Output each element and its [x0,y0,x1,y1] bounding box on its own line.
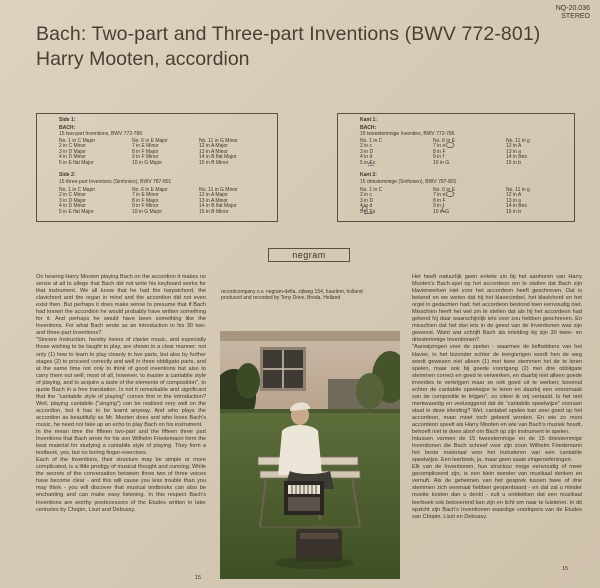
track-column: No. 11 in g 12 in A 13 in a 14 in Bes 15 in b [506,187,530,215]
negram-label: negram [268,248,350,262]
work-title: 15 two-part Inventions, BWV 772-786 [59,131,143,137]
kant-2-heading: Kant 2: [360,172,377,178]
page-number: 15 [195,575,202,581]
track-column: No. 6 in E Major 7 in E Minor 8 in F Major 9 in F Minor 10 in G Major [132,138,168,166]
track-column: No. 6 in E Major 7 in E Minor 8 in F Major 9 in F Minor 10 in G Major [132,187,168,215]
work-title: 15 tweestemmige Inventies, BWV 772-786 [360,131,455,137]
catalog-number: NQ-20.036 [555,5,590,12]
album-subtitle: Harry Mooten, accordion [36,48,250,70]
album-title: Bach: Two-part and Three-part Inventions (BWV 772-801) [36,23,541,45]
liner-notes-english [36,274,206,584]
page-number: 15 [562,566,569,572]
track-column: No. 1 in C Major 2 in C Minor 3 in D Major 4 in D Minor 5 in E flat Major [59,138,96,166]
work-title: 15 three-part Inventions (Sinfonien), BWV 787-801 [59,179,172,185]
performer-photo [220,331,400,579]
notes-text: Het heeft natuurlijk geen enkele zin bij het aanhoren van Harry Mooten's Bach-spel op het accordeon om te stellen dat Bach zijn klavierwerken niet voor het accordeon heeft geschreven. Dat is bekend en we weten dat hij het klavecimbel, het klavichord en het orgel in gedachten had; het accordeon bestond toen eenvoudig niet. Misschien heeft het wel zin te stellen dat als hij het accordeon had gekend hij daar waarschijnlijk iets voor zou hebben geschreven. En misschien dat het dan iets in de geest van de Inventionen was zijn geweest. Want wat schrijft Bach als inleiding bij zijn 30 twee- en driestemmige Inventionen? "Aanwijzingen voor de spelen - waarmee de liefhebbers van het klavier, in het bizonder echter de leergierigen wordt hen de weg wordt gewezen niet alleen (1) met twee stemmen hel de te leren spelen, maar ook bij goede voortgang (2) met drie obbligate stemmen correct en goed te verwerken, en daarbij niet alleen goede inventies te verkrijgen maar ze ook goed uit te werken; bovenal echter de cantabile speelwijze te leren en daarbij een voorsmaak van de compositie te krijgen", zo citeer ik vrij vertaald. Is het niet merkwaardig en veelzeggend dat de "cantabile speelwijze" vooraan staat in deze inleiding? Wel, cantabel spelen kan zeer goed op het accordeon, maar moet toch geleerd worden. En wie zo mooi accordeon speelt als Harry Mooten en wie van Bach's muziek houdt, behoeft niet te doen alsof om Bach op zijn instrument te spelen. Intussen vormen de 15 tweestemmige en de 15 driestemmige Inventionen die Bach schreef voor zijn zoon Wilhelm Friedemann het beste materiaal voor het instuderen van een cantabile speelwijze. Een leerboek, ja, maar geen saaie vingeroefeningen. Elk van de Inventionen, hun structuur moge eenvoudig of meer gecompliceerd zijn, is een klein wonder van muzikaal denken en vernuft. Als de geheimen van het gesprek tussen twee of drie stemmen zich eenmaal hebben geopenbaard - en dat zal u minder moeite kosten dan u denkt - zult u ontdekken dat een muzikaal leerboek ook betoverend kan zijn en licht om naar te luisteren. In dit opzicht zijn Bach's Inventionen waardige voorlopers van de Etudes van Chopin, Liszt en Debussy. [412,274,582,520]
side-1-heading: Side 1: [59,117,76,123]
track-column: No. 1 in C Major 2 in C Minor 3 in D Major 4 in D Minor 5 in E flat Major [59,187,96,215]
liner-notes-dutch [412,274,582,574]
track-column: No. 6 in E 7 in e 8 in F 9 in f 10 in G [433,187,455,215]
side-2-heading: Side 2: [59,172,76,178]
credits-text: recordcompany n.v. negram-delta, zijlweg 154, haarlem, holland produced and recorded by Tony Drive, Breda, Holland [221,289,363,301]
composer-label: BACH: [59,125,76,131]
track-column: No. 6 in E 7 in e 8 in F 9 in f 10 in G [433,138,455,166]
track-column: No. 11 in g 12 in A 13 in a 14 in Bes 15 in b [506,138,530,166]
track-column: No. 11 in G Minor 12 in A Major 13 in A Minor 14 in B flat Major 15 in B Minor [199,187,238,215]
tracklist-dutch [337,113,575,222]
label-credits [221,289,401,301]
work-title: 15 driestemmige (Sinfonien), BWV 787-801 [360,179,457,185]
notes-text: On hearing Harry Mooten playing Bach on the accordion it makes no sense at all to allege that Bach did not write his keyboard works for that instrument. We all know that he had the harpsichord, the clavichord and the organ in mind and the accordion did not even exist then. But perhaps it does make sense to presume that if Bach had known the accordion he would probably have written something for it. And perhaps he would have been something like the Inventions. For what Bach wrote as an introduction to his 30 two- and three-part Inventions? "Sincere Instruction, hereby lovers of clavier music, and especially those wishing to be taught to play, are shown in a clear manner: not only (1) how to learn to play cleanly in two parts, but also by further stages (2) to proceed correctly and well in three obbligato parts, and at the same time not only to think of good inventions but also to carry them out well; most of all, however, to master a cantabile style of playing, and to acquire a taste of the elements of composition", to quote Bach in a free translation. Is not it remarkable and significant that the "cantabile style of playing" comes first in the introduction? Well, playing cantabile ("singing") can be realised very well on the accordion, but it has to be learnt anyway. And who plays the accordion as beautifully as Mr. Mooten does and who loves Bach's music, he need not fake up an echo to play Bach on his instrument. In the mean time the fifteen two-part and the fifteen three part Inventions that Bach wrote for his son Wilhelm Friedemann form the best material for studying a cantabile style of playing. They form a textbook, yes, but no boring finger-exercises. Each of the Inventions, their structure may be simple or more complicated, is a little prodigy of musical thought and cunning. While the secrets of the conversation between three two of three voices have become clear - and this will cause you less trouble than you may think - you will discover that musical textbooks can also be enchanting and can make easy listening. In this respect Bach's Inventions are worthy predecessors of the Etudes written in later centuries by Chopin, Liszt and Debussy. [36,274,206,513]
track-column: No. 11 in G Minor 12 in A Major 13 in A Minor 14 in B flat Major 15 in B Minor [199,138,238,166]
tracklist-english [36,113,278,222]
handwritten-marks [338,114,574,221]
composer-label: BACH: [360,125,377,131]
track-column: No. 1 in C 2 in c 3 in D 4 in d 5 in Es [360,138,383,166]
format-label: STEREO [561,13,590,20]
kant-1-heading: Kant 1: [360,117,377,123]
catalog-block [556,5,590,21]
track-column: No. 1 in C 2 in c 3 in D 4 in d 5 in Es [360,187,383,215]
